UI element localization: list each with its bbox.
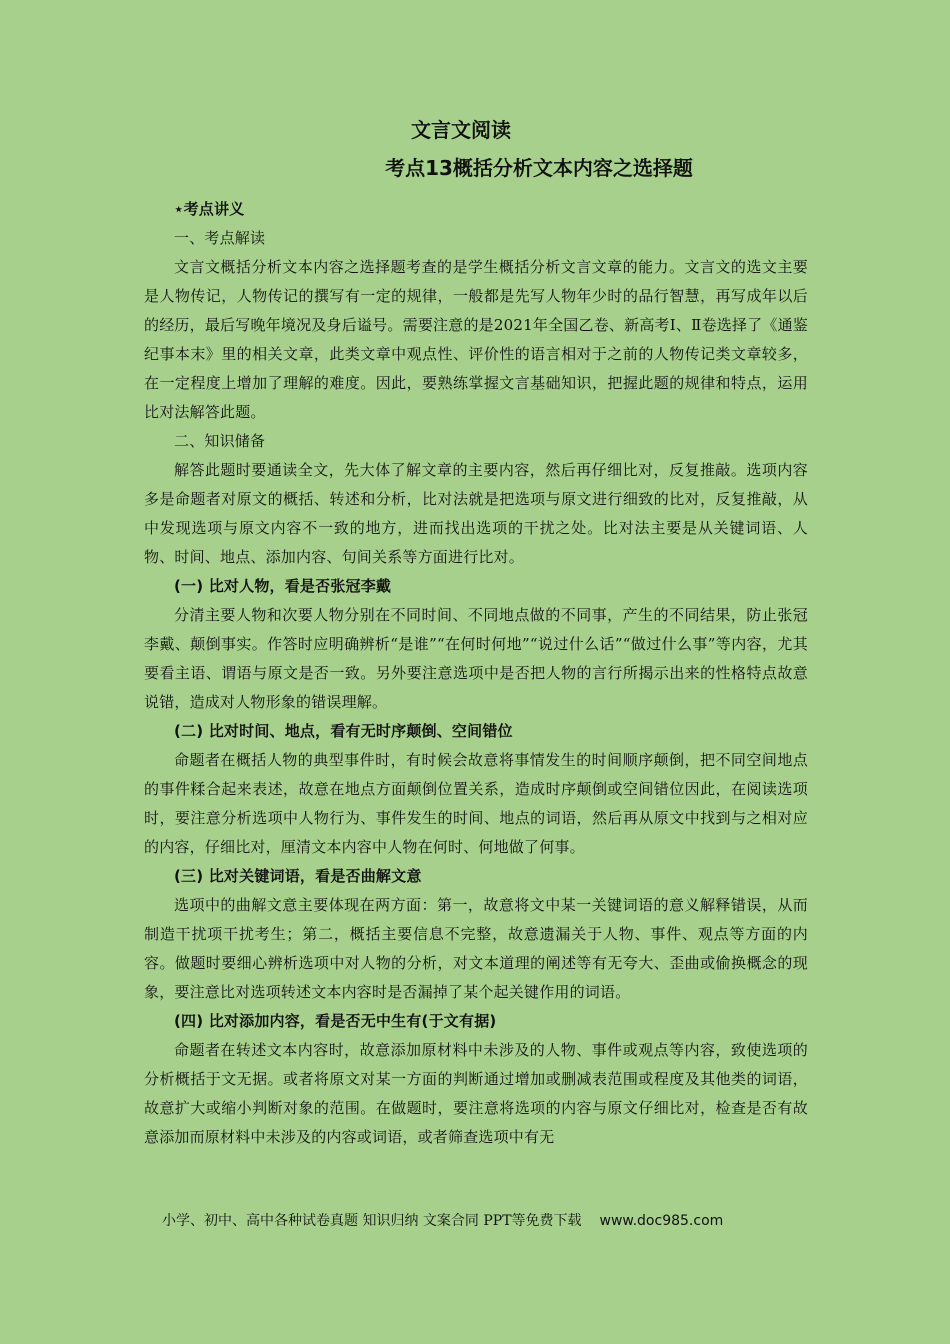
- section-heading: ⋆考点讲义: [174, 200, 245, 218]
- subsection-heading: (四) 比对添加内容，看是否无中生有(于文有据): [174, 1012, 497, 1030]
- section-heading-plain: 一、考点解读: [174, 229, 266, 247]
- footer-url[interactable]: www.doc985.com: [599, 1213, 724, 1229]
- subsection-heading: (一) 比对人物，看是否张冠李戴: [174, 577, 392, 595]
- body-paragraph: 解答此题时要通读全文，先大体了解文章的主要内容，然后再仔细比对，反复推敲。选项内容多是命题者对原文的概括、转述和分析，比对法就是把选项与原文进行细致的比对，反复推敲，从中发现选项与原文内容不一致的地方，进而找出选项的干扰之处。比对法主要是从关键词语、人物、时间、地点、添加内容、句间关系等方面进行比对。: [144, 461, 808, 566]
- page-footer: [162, 1209, 723, 1233]
- body-paragraph: 分清主要人物和次要人物分别在不同时间、不同地点做的不同事，产生的不同结果，防止张冠李戴、颠倒事实。作答时应明确辨析“是谁”“在何时何地”“说过什么话”“做过什么事”等内容，尤其要看主语、谓语与原文是否一致。另外要注意选项中是否把人物的言行所揭示出来的性格特点故意说错，造成对人物形象的错误理解。: [144, 606, 808, 711]
- page-subtitle: 考点13概括分析文本内容之选择题: [385, 156, 693, 180]
- page-title: 文言文阅读: [411, 118, 511, 142]
- body-paragraph: 文言文概括分析文本内容之选择题考查的是学生概括分析文言文章的能力。文言文的选文主要是人物传记，人物传记的撰写有一定的规律，一般都是先写人物年少时的品行智慧，再写成年以后的经历，最后写晚年境况及身后谥号。需要注意的是2021年全国乙卷、新高考Ⅰ、Ⅱ卷选择了《通鉴纪事本末》里的相关文章，此类文章中观点性、评价性的语言相对于之前的人物传记类文章较多，在一定程度上增加了理解的难度。因此，要熟练掌握文言基础知识，把握此题的规律和特点，运用比对法解答此题。: [144, 258, 808, 421]
- body-paragraph: 命题者在概括人物的典型事件时，有时候会故意将事情发生的时间顺序颠倒，把不同空间地点的事件糅合起来表述，故意在地点方面颠倒位置关系，造成时序颠倒或空间错位因此，在阅读选项时，要注意分析选项中人物行为、事件发生的时间、地点的词语，然后再从原文中找到与之相对应的内容，仔细比对，厘清文本内容中人物在何时、何地做了何事。: [144, 751, 808, 856]
- body-paragraph: 命题者在转述文本内容时，故意添加原材料中未涉及的人物、事件或观点等内容，致使选项的分析概括于文无据。或者将原文对某一方面的判断通过增加或删减表范围或程度及其他类的词语，故意扩大或缩小判断对象的范围。在做题时，要注意将选项的内容与原文仔细比对，检查是否有故意添加而原材料中未涉及的内容或词语，或者筛查选项中有无: [144, 1041, 808, 1146]
- subsection-heading: (二) 比对时间、地点，看有无时序颠倒、空间错位: [174, 722, 513, 740]
- footer-text: 小学、初中、高中各种试卷真题 知识归纳 文案合同 PPT等免费下载: [162, 1213, 582, 1229]
- section-heading-plain: 二、知识储备: [174, 432, 266, 450]
- subsection-heading: (三) 比对关键词语，看是否曲解文意: [174, 867, 422, 885]
- document-body: [144, 195, 808, 1152]
- body-paragraph: 选项中的曲解文意主要体现在两方面：第一，故意将文中某一关键词语的意义解释错误，从而制造干扰项干扰考生；第二，概括主要信息不完整，故意遗漏关于人物、事件、观点等方面的内容。做题时要细心辨析选项中对人物的分析，对文本道理的阐述等有无夸大、歪曲或偷换概念的现象，要注意比对选项转述文本内容时是否漏掉了某个起关键作用的词语。: [144, 896, 808, 1001]
